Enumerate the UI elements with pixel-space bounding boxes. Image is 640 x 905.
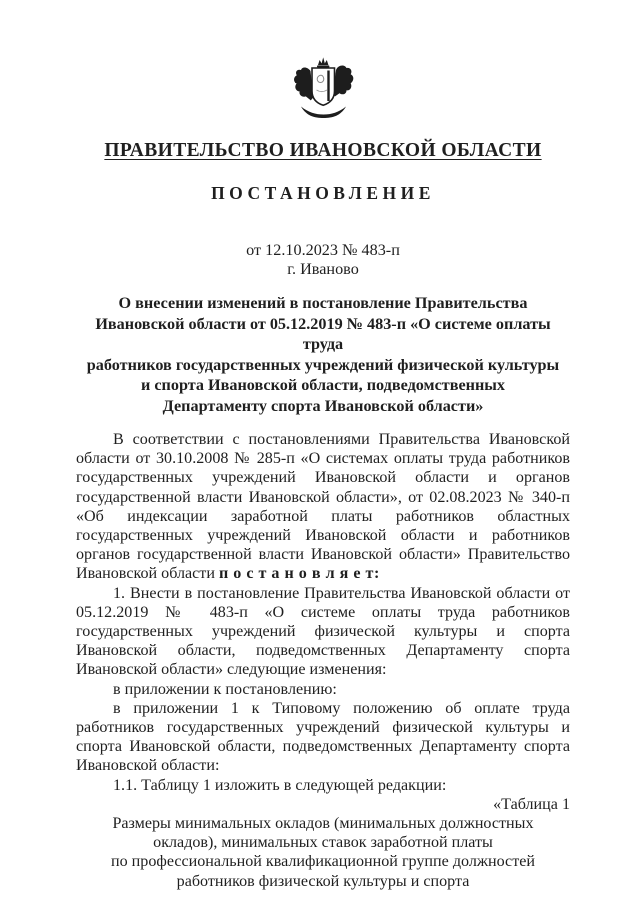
paragraph-item-1: 1. Внести в постановление Правительства Ивановской области от 05.12.2019 № 483-п «О системе оплаты труда работников государственных учреждений физической культуры и спорта Ивановской области, подведомственных Департаменту спорта Ивановской области» следующие изменения: xyxy=(76,584,570,679)
doc-dateline xyxy=(76,241,570,278)
org-title: ПРАВИТЕЛЬСТВО ИВАНОВСКОЙ ОБЛАСТИ xyxy=(104,140,542,161)
paragraph-annex-1: в приложении 1 к Типовому положению об оплате труда работников государственных учреждений физической культуры и спорта Ивановской области, подведомственных Департаменту спорта Ивановской области: xyxy=(76,699,570,775)
doc-body xyxy=(76,430,570,891)
doc-type-title: ПОСТАНОВЛЕНИЕ xyxy=(211,183,435,203)
paragraph-item-1-1: 1.1. Таблицу 1 изложить в следующей редакции: xyxy=(113,776,447,794)
preamble-colon: : xyxy=(373,565,380,583)
caption-line: Размеры минимальных окладов (минимальных должностных xyxy=(112,815,534,833)
caption-line: работников физической культуры и спорта xyxy=(176,872,470,890)
subject-line: Департаменту спорта Ивановской области» xyxy=(162,396,484,415)
table-label: «Таблица 1 xyxy=(493,795,570,813)
subject-line: Ивановской области от 05.12.2019 № 483-п «О системе оплаты труда xyxy=(95,314,551,353)
paragraph-preamble xyxy=(76,430,570,584)
caption-line: окладов), минимальных ставок заработной платы xyxy=(153,834,493,852)
table-caption xyxy=(76,814,570,891)
subject-line: О внесении изменений в постановление Правительства xyxy=(118,294,528,312)
subject-line: и спорта Ивановской области, подведомственных xyxy=(140,376,506,394)
doc-subject xyxy=(76,293,570,416)
preamble-text: В соответствии с постановлениями Правительства Ивановской области от 30.10.2008 № 285-п «О системах оплаты труда работников государственных учреждений Ивановской области и органов государственной власти Ивановской области», от 02.08.2023 № 340-п «Об индексации заработной платы работников областных государственных учреждений Ивановской области и работников органов государственной власти Ивановской области» Правительство Ивановской области xyxy=(76,431,570,583)
paragraph-annex: в приложении к постановлению: xyxy=(113,680,337,698)
preamble-emphasis: п о с т а н о в л я е т xyxy=(218,565,374,583)
coat-of-arms-icon xyxy=(286,55,360,121)
subject-line: работников государственных учреждений физической культуры xyxy=(86,355,560,374)
caption-line: по профессиональной квалификационной группе должностей xyxy=(111,853,535,871)
doc-date-number: от 12.10.2023 № 483-п xyxy=(246,241,400,259)
doc-city: г. Иваново xyxy=(287,259,359,278)
